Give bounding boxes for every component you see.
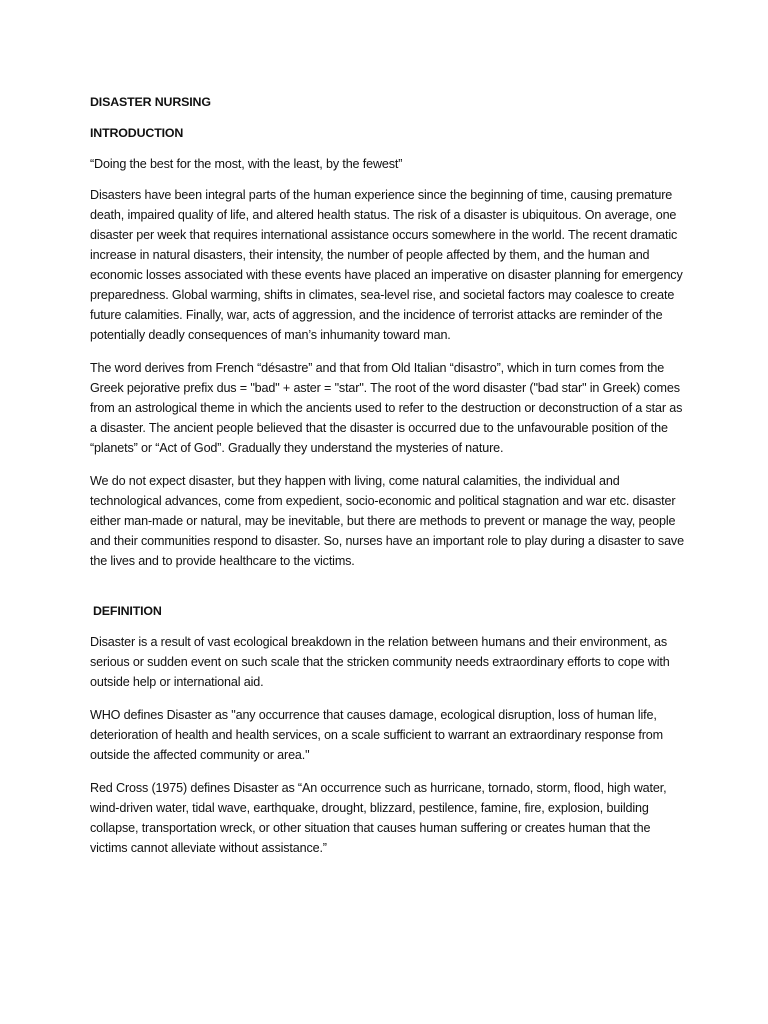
intro-paragraph-3: We do not expect disaster, but they happen with living, come natural calamities, the individual and technological advances, come from expedient, socio-economic and political stagnation and war etc. disaster either man-made or natural, may be inevitable, but there are methods to prevent or manage the way, people and their communities respond to disaster. So, nurses have an important role to play during a disaster to save the lives and to provide healthcare to the victims. [90,474,684,568]
definition-paragraph-1: Disaster is a result of vast ecological breakdown in the relation between humans and their environment, as serious or sudden event on such scale that the stricken community needs extraordinary efforts to cope with outside help or international aid. [90,635,670,689]
quote-paragraph: “Doing the best for the most, with the least, by the fewest” [90,157,403,171]
definition-heading: DEFINITION [93,604,162,618]
document-title: DISASTER NURSING [90,95,211,109]
document-body [90,92,690,858]
definition-paragraph-2: WHO defines Disaster as "any occurrence that causes damage, ecological disruption, loss of human life, deterioration of health and health services, on a scale sufficient to warrant an extraordinary response from outside the affected community or area." [90,708,664,762]
introduction-heading: INTRODUCTION [90,126,184,140]
definition-paragraph-3: Red Cross (1975) defines Disaster as “An occurrence such as hurricane, tornado, storm, flood, high water, wind-driven water, tidal wave, earthquake, drought, blizzard, pestilence, famine, fire, explosion, building collapse, transportation wreck, or other situation that causes human suffering or creates human that the victims cannot alleviate without assistance.” [90,781,667,855]
intro-paragraph-2: The word derives from French “désastre” and that from Old Italian “disastro”, which in turn comes from the Greek pejorative prefix dus = "bad" + aster = "star". The root of the word disaster ("bad star" in Greek) comes from an astrological theme in which the ancients used to refer to the destruction or deconstruction of a star as a disaster. The ancient people believed that the disaster is occurred due to the unfavourable position of the “planets” or “Act of God”. Gradually they understand the mysteries of nature. [90,361,683,455]
intro-paragraph-1: Disasters have been integral parts of the human experience since the beginning of time, causing premature death, impaired quality of life, and altered health status. The risk of a disaster is ubiquitous. On average, one disaster per week that requires international assistance occurs somewhere in the world. The recent dramatic increase in natural disasters, their intensity, the number of people affected by them, and the human and economic losses associated with these events have placed an imperative on disaster planning for emergency preparedness. Global warming, shifts in climates, sea-level rise, and societal factors may coalesce to create future calamities. Finally, war, acts of aggression, and the incidence of terrorist attacks are reminder of the potentially deadly consequences of man’s inhumanity toward man. [90,188,683,342]
